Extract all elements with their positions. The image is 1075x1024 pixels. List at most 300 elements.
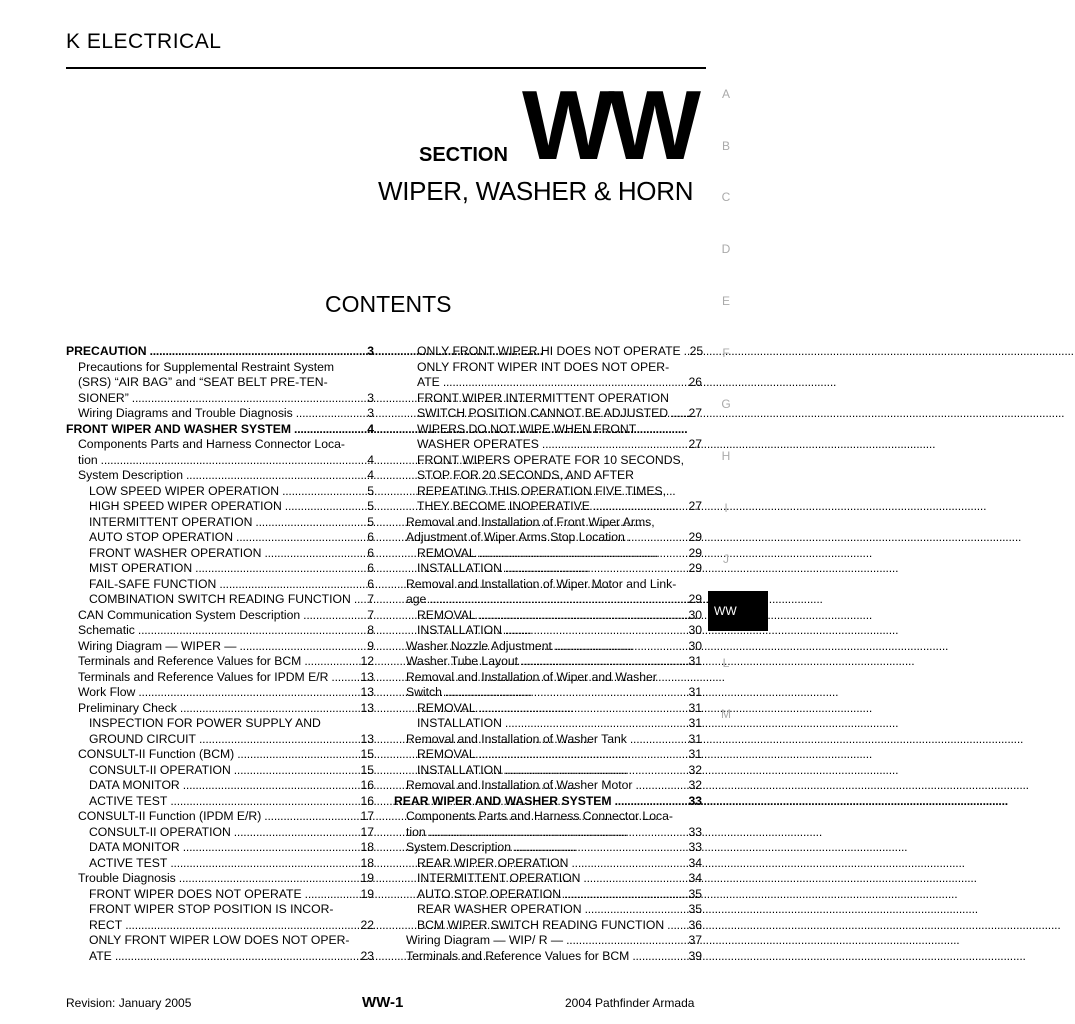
toc-leader-dots [135,685,360,701]
toc-entry-page: 9 [367,638,374,653]
toc-entry[interactable] [66,701,374,717]
toc-entry-page: 13 [360,700,374,715]
toc-entry-page: 29 [688,530,702,544]
toc-entry[interactable] [394,344,702,360]
toc-leader-dots [216,577,367,593]
toc-entry[interactable] [66,732,374,748]
toc-entry[interactable] [394,763,702,779]
toc-entry[interactable] [66,577,374,593]
toc-entry-text: INSTALLATION [417,623,502,637]
toc-leader-dots [582,902,689,918]
toc-entry-page: 34 [688,871,702,885]
toc-leader-dots [518,654,688,670]
toc-entry-text: GROUND CIRCUIT [89,731,196,746]
toc-entry[interactable] [66,360,374,376]
toc-entry[interactable] [66,825,374,841]
toc-entry[interactable] [394,902,702,918]
toc-entry[interactable] [394,499,702,515]
toc-entry-text: FRONT WIPER AND WASHER SYSTEM [66,421,292,436]
toc-entry-text: INSTALLATION [417,561,502,575]
toc-leader-dots [426,825,689,841]
toc-leader-dots [476,747,689,763]
toc-entry-page: 3 [367,390,374,405]
toc-entry-text: INTERMITTENT OPERATION [417,871,581,885]
toc-entry-page: 27 [688,406,702,420]
toc-entry-page: 37 [688,933,702,947]
toc-leader-dots [476,701,689,717]
toc-entry-text: REMOVAL [417,700,476,715]
side-index-tab[interactable]: E [721,293,730,308]
toc-entry[interactable] [394,685,702,701]
toc-entry-text: STOP FOR 20 SECONDS, AND AFTER [417,468,634,482]
header-title: K ELECTRICAL [66,30,222,53]
toc-entry-text: Washer Nozzle Adjustment [406,638,552,653]
toc-entry[interactable] [66,716,374,732]
toc-entry-page: 36 [688,917,702,932]
toc-entry[interactable] [66,685,374,701]
toc-entry-page: 31 [688,731,702,746]
toc-entry-page: 6 [367,561,374,575]
toc-entry[interactable] [66,515,374,531]
toc-entry[interactable] [394,747,702,763]
toc-leader-dots [668,406,688,422]
toc-entry-page: 35 [688,902,702,916]
toc-leader-dots [167,794,360,810]
toc-entry-page: 33 [688,793,702,808]
toc-entry-text: FRONT WIPER STOP POSITION IS INCOR- [89,902,334,916]
toc-entry-page: 26 [688,375,702,389]
toc-entry-text: ATE [417,375,440,389]
toc-entry-text: CAN Communication System Description [78,607,301,622]
footer-revision: Revision: January 2005 [66,996,192,1010]
toc-entry[interactable] [66,856,374,872]
toc-leader-dots [300,608,367,624]
toc-entry[interactable] [66,592,374,608]
toc-leader-dots [279,484,367,500]
toc-entry[interactable] [66,344,374,360]
toc-entry-text: ONLY FRONT WIPER HI DOES NOT OPERATE [417,344,681,358]
toc-leader-dots [511,840,688,856]
toc-entry[interactable] [394,406,702,422]
toc-entry-text: INSTALLATION [417,716,502,730]
toc-entry[interactable] [394,546,702,562]
toc-entry[interactable] [394,484,702,500]
toc-entry-text: Work Flow [78,685,136,699]
toc-entry-text: HIGH SPEED WIPER OPERATION [89,499,282,513]
toc-entry-text: FRONT WIPERS OPERATE FOR 10 SECONDS, [417,452,685,467]
toc-entry-page: 7 [367,592,374,606]
toc-entry-text: Removal and Installation of Wiper and Washer [406,669,657,684]
toc-entry-text: (SRS) “AIR BAG” and “SEAT BELT PRE-TEN- [78,375,328,389]
toc-entry[interactable] [394,732,702,748]
toc-leader-dots [112,949,361,965]
toc-leader-dots [177,701,361,717]
toc-entry[interactable] [66,840,374,856]
toc-entry[interactable] [66,763,374,779]
toc-leader-dots [580,871,688,887]
toc-leader-dots [167,856,360,872]
toc-entry-text: Preliminary Check [78,700,177,715]
toc-leader-dots [129,391,367,407]
toc-entry-page: 4 [367,468,374,482]
toc-entry[interactable] [394,515,702,531]
toc-entry-text: Terminals and Reference Values for BCM [406,948,630,963]
toc-entry-page: 27 [688,437,702,451]
toc-entry[interactable] [394,391,702,407]
toc-entry-text: tion [78,452,98,467]
toc-entry-text: PRECAUTION [66,344,147,358]
toc-entry-page: 33 [688,840,702,854]
toc-entry[interactable] [394,437,702,453]
toc-entry-page: 29 [688,561,702,575]
toc-entry-page: 18 [360,840,374,854]
toc-entry[interactable] [66,484,374,500]
toc-entry-text: Terminals and Reference Values for BCM [78,654,302,668]
toc-entry[interactable] [66,422,374,438]
toc-entry-text: REPEATING THIS OPERATION FIVE TIMES, [417,483,666,498]
toc-entry[interactable] [394,840,702,856]
toc-entry-text: INSTALLATION [417,762,502,777]
toc-entry-text: Terminals and Reference Values for IPDM E/R [78,669,329,684]
toc-entry-text: age [406,592,427,606]
toc-leader-dots [561,887,688,903]
toc-entry[interactable] [66,391,374,407]
toc-entry[interactable] [394,468,702,484]
section-label: SECTION [419,144,508,166]
footer-page-number: WW-1 [362,994,404,1011]
toc-entry[interactable] [394,794,702,810]
toc-entry[interactable] [394,825,702,841]
toc-entry-page: 6 [367,530,374,544]
toc-leader-dots [282,499,367,515]
toc-entry-page: 6 [367,576,374,591]
toc-entry[interactable] [66,778,374,794]
toc-entry[interactable] [394,375,702,391]
toc-entry[interactable] [394,561,702,577]
toc-entry[interactable] [394,623,702,639]
toc-entry-text: tion [406,824,426,839]
toc-entry-page: 13 [360,731,374,746]
side-index-tab[interactable]: WW [708,591,768,631]
toc-entry-text: FRONT WIPER DOES NOT OPERATE [89,886,302,901]
toc-leader-dots [183,468,367,484]
toc-entry-text: SWITCH POSITION CANNOT BE ADJUSTED [417,406,668,420]
side-index-tab[interactable]: C [721,190,731,205]
toc-entry-text: AUTO STOP OPERATION [417,886,562,901]
toc-entry-text: Components Parts and Harness Connector Loca- [406,809,673,823]
toc-leader-dots [502,716,689,732]
toc-entry-text: System Description [78,468,183,482]
toc-leader-dots [261,809,360,825]
toc-entry-text: MIST OPERATION [89,561,193,575]
toc-leader-dots [476,608,689,624]
toc-entry[interactable] [66,902,374,918]
toc-entry-text: Washer Tube Layout [406,654,519,668]
toc-leader-dots [632,778,688,794]
toc-entry-text: ONLY FRONT WIPER INT DOES NOT OPER- [417,359,670,374]
toc-leader-dots [180,778,361,794]
toc-entry-page: 15 [360,762,374,777]
side-index-tab[interactable]: G [721,397,731,412]
toc-column-left [66,344,374,964]
toc-entry-text: FRONT WIPER INTERMITTENT OPERATION [417,390,669,405]
toc-entry[interactable] [66,437,374,453]
side-index-tab[interactable]: M [721,707,731,722]
toc-entry[interactable] [394,639,702,655]
toc-entry[interactable] [394,856,702,872]
toc-entry-page: 30 [688,638,702,653]
toc-entry-text: ACTIVE TEST [89,793,168,808]
toc-entry-page: 18 [360,855,374,870]
toc-entry-page: 32 [688,778,702,792]
toc-entry[interactable] [394,949,702,965]
toc-entry-text: Wiring Diagrams and Trouble Diagnosis [78,406,293,420]
toc-entry[interactable] [394,530,702,546]
toc-leader-dots [135,623,367,639]
toc-entry-text: WIPERS DO NOT WIPE WHEN FRONT [417,421,637,436]
toc-entry[interactable] [66,561,374,577]
toc-entry-text: CONSULT-II OPERATION [89,762,231,777]
toc-leader-dots [252,515,367,531]
toc-leader-dots [627,732,689,748]
toc-leader-dots [293,406,367,422]
toc-entry-page: 31 [688,700,702,715]
toc-leader-dots [302,887,361,903]
toc-leader-dots [233,530,367,546]
toc-entry[interactable] [66,794,374,810]
toc-entry[interactable] [66,406,374,422]
toc-entry-page: 27 [688,499,702,513]
toc-leader-dots [664,918,688,934]
toc-entry-page: 35 [688,886,702,901]
toc-entry-text: ACTIVE TEST [89,855,168,870]
toc-entry-text: REMOVAL [417,545,476,560]
toc-entry-text: ONLY FRONT WIPER LOW DOES NOT OPER- [89,933,350,947]
toc-entry-text: Removal and Installation of Washer Tank [406,731,627,746]
toc-entry-page: 5 [367,499,374,513]
toc-entry-text: WASHER OPERATES [417,437,539,451]
toc-leader-dots [612,794,689,810]
toc-leader-dots [568,856,688,872]
footer-model: 2004 Pathfinder Armada [565,996,695,1010]
toc-column-right [394,344,702,964]
toc-entry-page: 3 [367,406,374,420]
toc-entry-page: 6 [367,545,374,560]
toc-leader-dots [629,949,688,965]
toc-entry-page: 5 [367,483,374,498]
toc-leader-dots [681,344,690,360]
toc-entry-text: CONSULT-II OPERATION [89,824,231,839]
toc-entry[interactable] [394,592,702,608]
section-title: WIPER, WASHER & HORN [378,176,694,206]
toc-entry[interactable] [66,623,374,639]
toc-entry-text: ATE [89,948,112,963]
toc-entry-page: 5 [367,514,374,529]
toc-entry[interactable] [394,778,702,794]
toc-entry-text: Schematic [78,623,135,637]
toc-leader-dots [563,933,688,949]
toc-entry-text: CONSULT-II Function (IPDM E/R) [78,809,262,823]
toc-entry-text: BCM WIPER SWITCH READING FUNCTION [417,917,665,932]
side-index-tab[interactable]: F [722,345,730,360]
toc-entry-text: Adjustment of Wiper Arms Stop Location [406,530,625,544]
toc-entry-page: 13 [360,669,374,684]
toc-leader-dots [351,592,367,608]
toc-entry-text: Components Parts and Harness Connector Loca- [78,437,345,451]
toc-leader-dots [539,437,689,453]
toc-entry-page: 17 [360,824,374,839]
toc-leader-dots [236,639,367,655]
toc-entry-page: 34 [688,855,702,870]
toc-entry-page: 31 [688,685,702,699]
side-index-tab[interactable]: H [721,448,731,463]
toc-entry[interactable] [394,716,702,732]
toc-entry-text: INTERMITTENT OPERATION [89,514,253,529]
toc-entry-text: AUTO STOP OPERATION [89,530,234,544]
toc-entry[interactable] [66,871,374,887]
toc-entry[interactable] [66,530,374,546]
toc-leader-dots [625,530,689,546]
toc-entry-text: Switch [406,685,442,699]
side-index-tab[interactable]: B [721,138,730,153]
toc-entry[interactable] [394,422,702,438]
toc-entry-page: 19 [360,871,374,885]
toc-entry-page: 8 [367,623,374,637]
toc-leader-dots [261,546,367,562]
toc-entry-text: INSPECTION FOR POWER SUPPLY AND [89,716,321,730]
toc-entry[interactable] [66,670,374,686]
toc-entry-text: RECT [89,917,123,932]
toc-entry[interactable] [66,499,374,515]
toc-entry[interactable] [66,546,374,562]
side-index-tab[interactable]: L [722,655,730,670]
toc-leader-dots [502,623,689,639]
toc-entry-page: 15 [360,747,374,761]
toc-entry-text: Removal and Installation of Wiper Motor and Link- [406,576,677,591]
toc-leader-dots [476,546,689,562]
toc-entry-page: 4 [367,452,374,467]
toc-entry-text: Trouble Diagnosis [78,871,176,885]
toc-entry[interactable] [66,949,374,965]
toc-entry[interactable] [394,701,702,717]
toc-entry[interactable] [66,639,374,655]
toc-entry-text: DATA MONITOR [89,840,180,854]
toc-entry-page: 4 [367,421,374,436]
header-rule [66,67,706,69]
toc-entry-page: 29 [688,592,702,606]
toc-leader-dots [590,499,689,515]
toc-leader-dots [231,763,361,779]
toc-entry[interactable] [394,608,702,624]
side-index-tab[interactable]: D [721,242,731,257]
toc-entry-text: REMOVAL [417,747,476,761]
toc-entry[interactable] [394,654,702,670]
toc-leader-dots [502,763,689,779]
toc-leader-dots [440,375,689,391]
toc-entry-text: FRONT WASHER OPERATION [89,545,262,560]
toc-entry-page: 33 [688,824,702,839]
toc-entry-page: 23 [360,948,374,963]
toc-entry[interactable] [394,809,702,825]
toc-entry[interactable] [394,670,702,686]
toc-entry[interactable] [66,453,374,469]
toc-entry-text: Removal and Installation of Front Wiper Arms, [406,514,655,529]
side-index-tab[interactable]: J [723,552,729,567]
toc-entry-page: 12 [360,654,374,668]
toc-entry[interactable] [394,871,702,887]
toc-entry-text: CONSULT-II Function (BCM) [78,747,235,761]
toc-entry[interactable] [66,747,374,763]
toc-entry-text: Wiring Diagram — WIP/ R — [406,933,564,947]
toc-entry-text: THEY BECOME INOPERATIVE [417,499,590,513]
toc-entry[interactable] [394,933,702,949]
toc-entry-text: Precautions for Supplemental Restraint System [78,359,335,374]
toc-leader-dots [192,561,367,577]
toc-entry[interactable] [394,577,702,593]
section-code: WW [522,70,695,180]
toc-entry-text: COMBINATION SWITCH READING FUNCTION [89,592,351,606]
toc-entry-text: LOW SPEED WIPER OPERATION [89,483,280,498]
toc-entry[interactable] [394,453,702,469]
toc-entry-text: REAR WIPER AND WASHER SYSTEM [394,793,612,808]
toc-leader-dots [301,654,360,670]
toc-entry[interactable] [66,887,374,903]
toc-entry-text: DATA MONITOR [89,778,180,792]
toc-entry-page: 16 [360,778,374,792]
toc-entry-page: 3 [367,344,374,358]
toc-leader-dots [176,871,361,887]
toc-entry-text: Wiring Diagram — WIPER — [78,638,237,653]
toc-entry-page: 22 [360,917,374,932]
toc-entry[interactable] [394,360,702,376]
toc-entry-text: REAR WIPER OPERATION [417,855,569,870]
toc-leader-dots [180,840,361,856]
toc-entry[interactable] [394,918,702,934]
toc-entry[interactable] [394,887,702,903]
toc-leader-dots [442,685,689,701]
side-index-tab[interactable]: A [721,87,730,101]
toc-entry-page: 19 [360,886,374,901]
contents-heading: CONTENTS [325,291,452,317]
toc-entry[interactable] [66,933,374,949]
toc-leader-dots [122,918,360,934]
toc-entry-page: 13 [360,685,374,699]
toc-leader-dots [502,561,689,577]
toc-entry[interactable] [66,918,374,934]
toc-leader-dots [196,732,360,748]
toc-leader-dots [328,670,360,686]
toc-entry-page: 25 [689,344,704,358]
toc-leader-dots [291,422,367,438]
toc-entry-text: SIONER” [78,390,129,405]
side-index-tab[interactable]: I [724,500,728,515]
toc-entry-page: 29 [688,545,702,560]
toc-entry[interactable] [66,809,374,825]
toc-entry-page: 31 [688,654,702,668]
toc-entry-text: Removal and Installation of Washer Motor [406,778,633,792]
toc-entry-page: 16 [360,793,374,808]
toc-entry-text: System Description [406,840,511,854]
toc-entry-page: 31 [688,747,702,761]
toc-entry[interactable] [66,468,374,484]
toc-leader-dots [552,639,689,655]
toc-entry-page: 30 [688,623,702,637]
toc-entry[interactable] [66,654,374,670]
toc-leader-dots [231,825,361,841]
toc-leader-dots [234,747,360,763]
toc-entry[interactable] [66,375,374,391]
toc-entry[interactable] [66,608,374,624]
